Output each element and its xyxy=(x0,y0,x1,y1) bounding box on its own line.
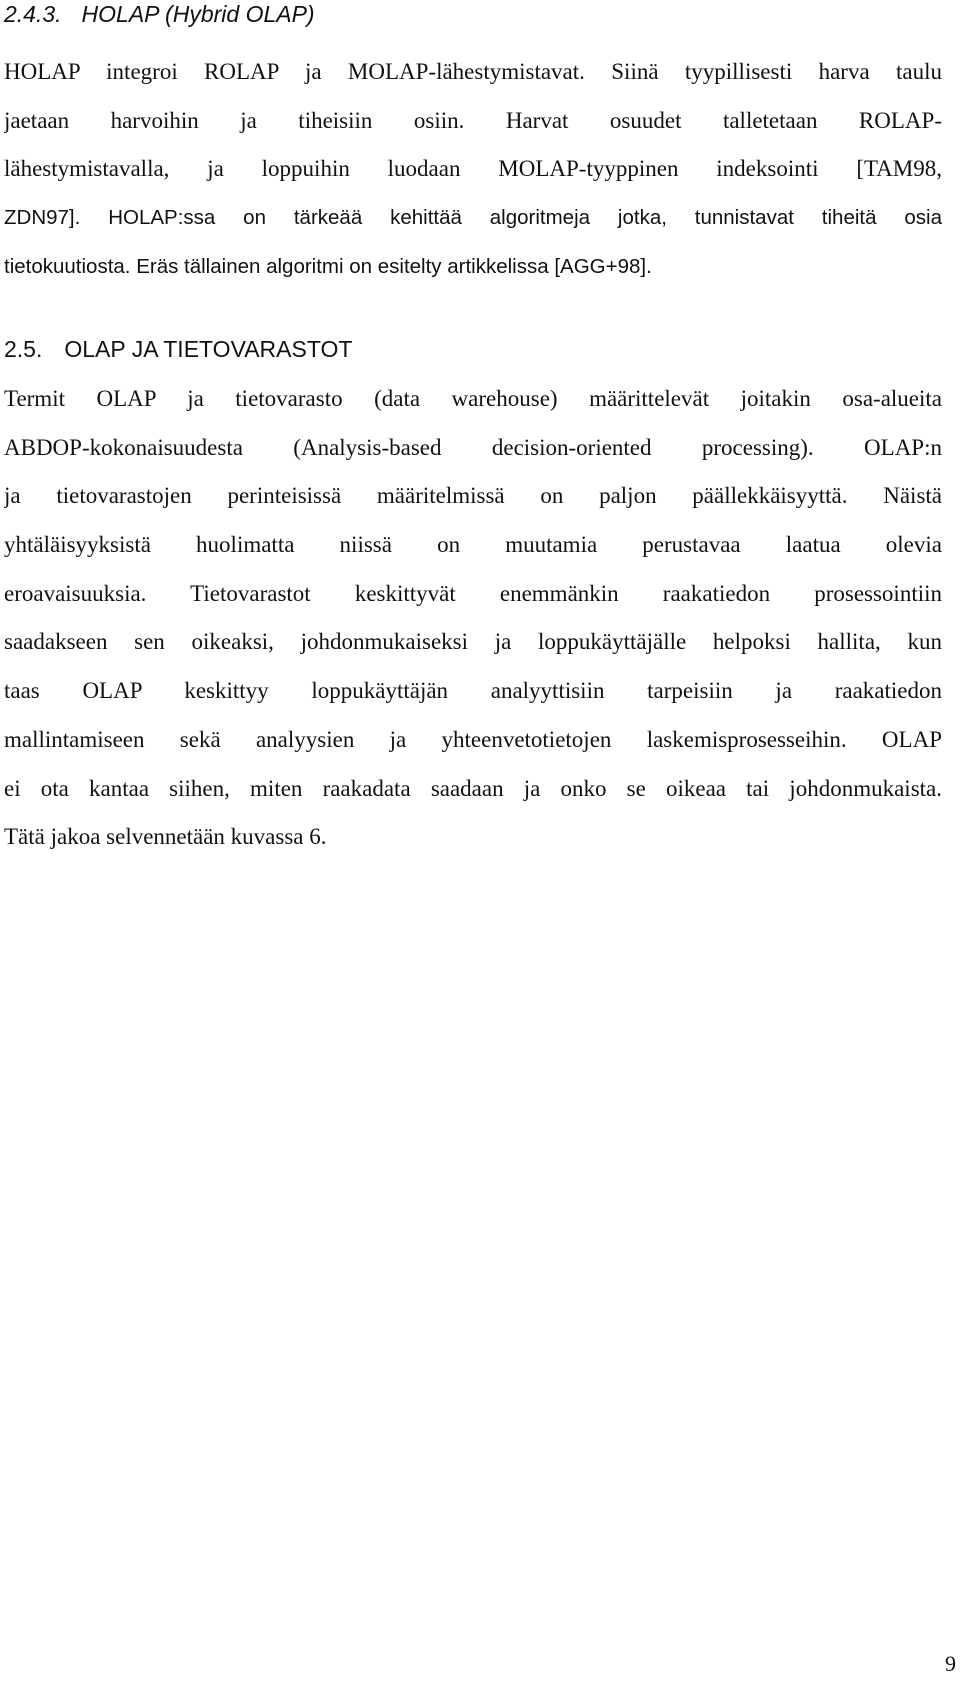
paragraph-line: tietokuutiosta. Eräs tällainen algoritmi on esitelty artikkelissa [AGG+98]. xyxy=(4,254,652,278)
section-number: 2.5. xyxy=(4,336,43,362)
paragraph-line: ABDOP-kokonaisuudesta (Analysis-based decision-oriented processing). OLAP:n xyxy=(4,434,942,460)
paragraph-line: jaetaan harvoihin ja tiheisiin osiin. Harvat osuudet talletetaan ROLAP- xyxy=(4,107,942,133)
paragraph-line: eroavaisuuksia. Tietovarastot keskittyvät enemmänkin raakatiedon prosessointiin xyxy=(4,580,942,606)
paragraph-line: ei ota kantaa siihen, miten raakadata saadaan ja onko se oikeaa tai johdonmukaista. xyxy=(4,775,942,801)
paragraph-line: HOLAP integroi ROLAP ja MOLAP-lähestymistavat. Siinä tyypillisesti harva taulu xyxy=(4,59,942,84)
paragraph-line: Termit OLAP ja tietovarasto (data warehouse) määrittelevät joitakin osa-alueita xyxy=(4,386,942,411)
page-number: 9 xyxy=(945,1651,956,1676)
section-heading-2-5 xyxy=(4,335,352,363)
paragraph-line: saadakseen sen oikeaksi, johdonmukaiseksi ja loppukäyttäjälle helpoksi hallita, kun xyxy=(4,629,942,655)
paragraph-line: taas OLAP keskittyy loppukäyttäjän analyyttisiin tarpeisiin ja raakatiedon xyxy=(4,678,942,704)
paragraph-line: lähestymistavalla, ja loppuihin luodaan MOLAP-tyyppinen indeksointi [TAM98, xyxy=(4,156,942,182)
paragraph-line: yhtäläisyyksistä huolimatta niissä on muutamia perustavaa laatua olevia xyxy=(4,532,942,558)
paragraph-olap-tietovarastot xyxy=(4,375,942,862)
section-title: HOLAP (Hybrid OLAP) xyxy=(81,1,315,27)
paragraph-line: ja tietovarastojen perinteisissä määritelmissä on paljon päällekkäisyyttä. Näistä xyxy=(4,483,942,509)
section-number: 2.4.3. xyxy=(4,1,62,27)
section-heading-2-4-3 xyxy=(4,0,315,28)
paragraph-holap xyxy=(4,48,942,291)
paragraph-line: Tätä jakoa selvennetään kuvassa 6. xyxy=(4,824,327,850)
section-title: OLAP JA TIETOVARASTOT xyxy=(64,336,353,362)
paragraph-line: mallintamiseen sekä analyysien ja yhteenvetotietojen laskemisprosesseihin. OLAP xyxy=(4,726,942,752)
paragraph-line: ZDN97]. HOLAP:ssa on tärkeää kehittää algoritmeja jotka, tunnistavat tiheitä osia xyxy=(4,206,942,230)
